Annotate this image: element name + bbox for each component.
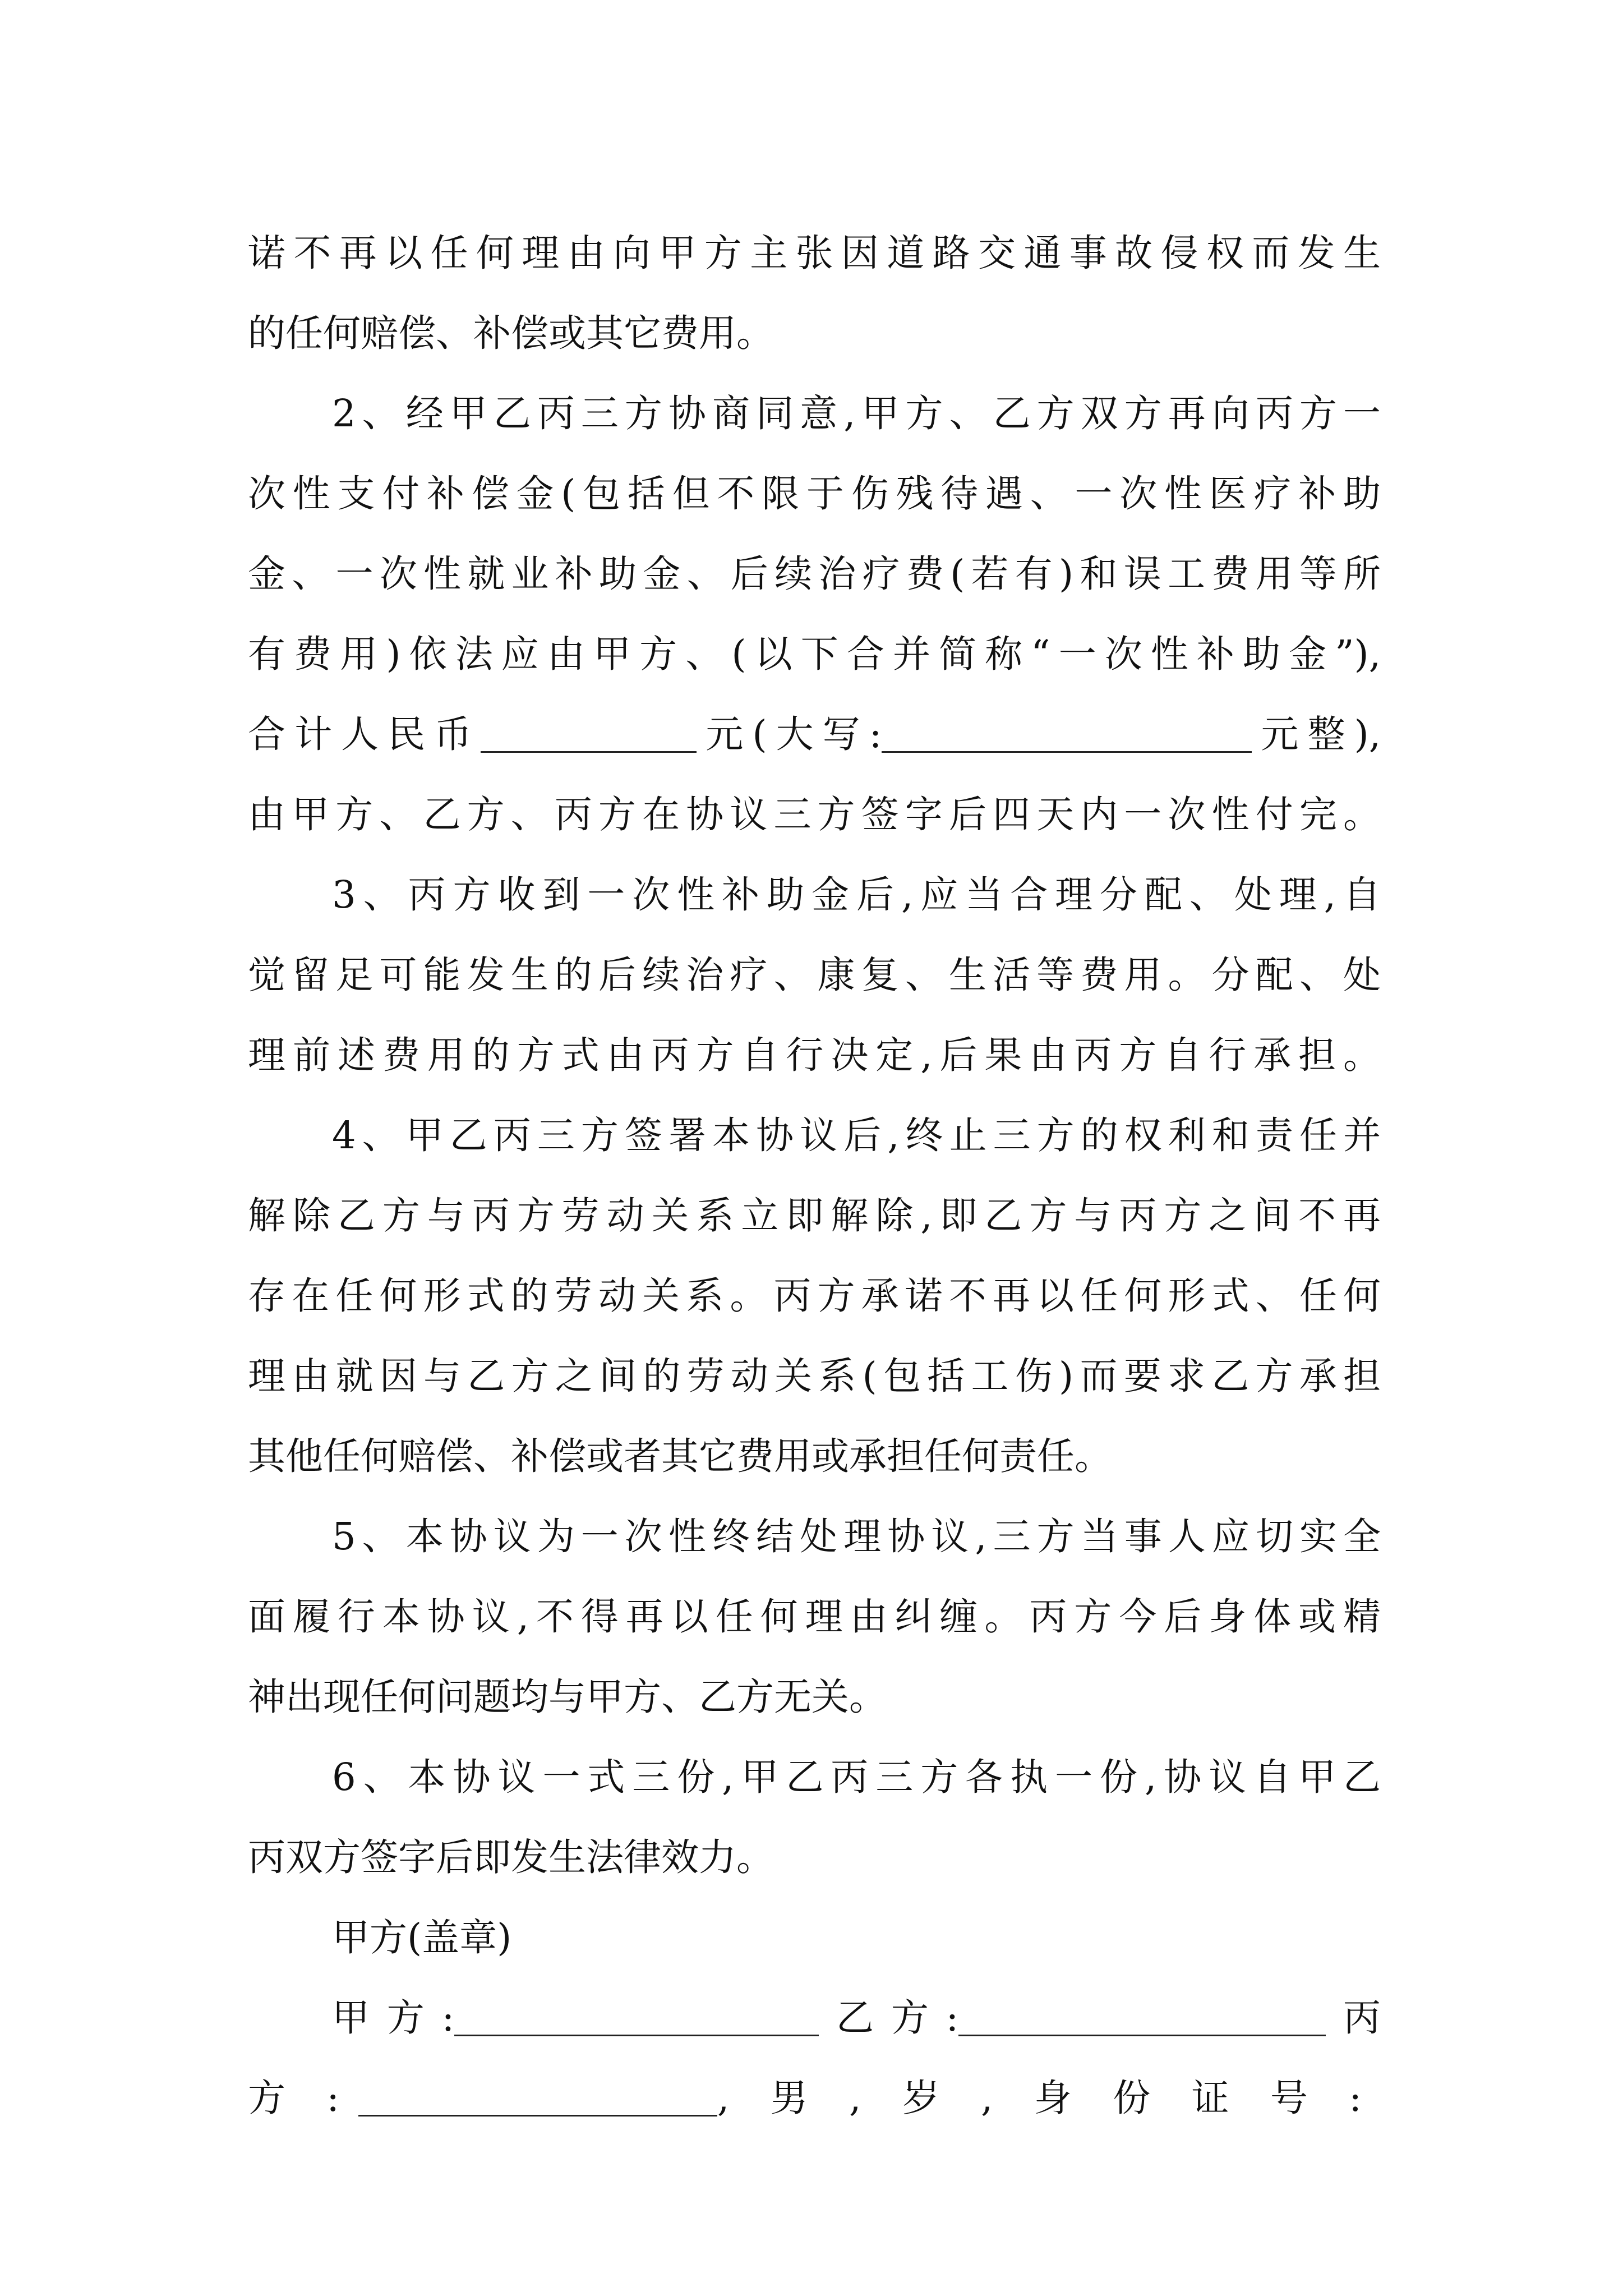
party-b-label: 乙方: xyxy=(819,1996,959,2040)
signature-line xyxy=(248,1978,1381,2058)
clause-6-line: 6、本协议一式三份,甲乙丙三方各执一份,协议自甲乙 xyxy=(332,1755,1381,1799)
text-line: 解除乙方与丙方劳动关系立即解除,即乙方与丙方之间不再 xyxy=(248,1194,1381,1237)
text-line: 由甲方、乙方、丙方在协议三方签字后四天内一次性付完。 xyxy=(248,793,1381,836)
text-line: 理前述费用的方式由丙方自行决定,后果由丙方自行承担。 xyxy=(248,1033,1381,1077)
text-line: 丙双方签字后即发生法律效力。 xyxy=(248,1835,774,1879)
seal-line: 甲方(盖章) xyxy=(332,1916,512,1959)
text-line: 金、一次性就业补助金、后续治疗费(若有)和误工费用等所 xyxy=(248,552,1381,596)
clause-3-line: 3、丙方收到一次性补助金后,应当合理分配、处理,自 xyxy=(332,873,1381,917)
text-line: 次性支付补偿金(包括但不限于伤残待遇、一次性医疗补助 xyxy=(248,472,1381,516)
amount-middle: 元(大写: xyxy=(697,712,882,756)
party-c-label-start: 丙 xyxy=(1326,1996,1381,2040)
amount-prefix: 合计人民币 xyxy=(248,712,481,756)
party-c-details: ,男,岁,身份证号: xyxy=(717,2076,1381,2120)
text-line: 神出现任何问题均与甲方、乙方无关。 xyxy=(248,1675,887,1719)
amount-words-blank[interactable] xyxy=(882,717,1252,753)
clause-5-line: 5、本协议为一次性终结处理协议,三方当事人应切实全 xyxy=(332,1515,1381,1558)
text-line: 理由就因与乙方之间的劳动关系(包括工伤)而要求乙方承担 xyxy=(248,1354,1381,1398)
party-b-blank[interactable] xyxy=(958,2001,1326,2036)
amount-number-blank[interactable] xyxy=(481,717,697,753)
text-line: 其他任何赔偿、补偿或者其它费用或承担任何责任。 xyxy=(248,1434,1112,1478)
party-c-label-end: 方 xyxy=(248,2076,327,2120)
party-c-blank[interactable] xyxy=(358,2081,717,2116)
amount-suffix: 元整), xyxy=(1252,712,1381,756)
party-a-label: 甲方: xyxy=(332,1996,455,2040)
text-line: 有费用)依法应由甲方、(以下合并简称“一次性补助金”), xyxy=(248,632,1381,676)
clause-2-line: 2、经甲乙丙三方协商同意,甲方、乙方双方再向丙方一 xyxy=(332,392,1381,435)
document-body xyxy=(248,213,1381,2138)
text-line: 诺不再以任何理由向甲方主张因道路交通事故侵权而发生 xyxy=(248,231,1381,275)
text-line: 存在任何形式的劳动关系。丙方承诺不再以任何形式、任何 xyxy=(248,1274,1381,1318)
amount-line xyxy=(248,694,1381,775)
text-line: 觉留足可能发生的后续治疗、康复、生活等费用。分配、处 xyxy=(248,953,1381,997)
party-c-colon: : xyxy=(326,2076,358,2120)
clause-4-line: 4、甲乙丙三方签署本协议后,终止三方的权利和责任并 xyxy=(332,1114,1381,1157)
text-line: 的任何赔偿、补偿或其它费用。 xyxy=(248,311,774,355)
text-line: 面履行本协议,不得再以任何理由纠缠。丙方今后身体或精 xyxy=(248,1595,1381,1639)
party-c-line xyxy=(248,2058,1381,2138)
party-a-blank[interactable] xyxy=(454,2001,819,2036)
